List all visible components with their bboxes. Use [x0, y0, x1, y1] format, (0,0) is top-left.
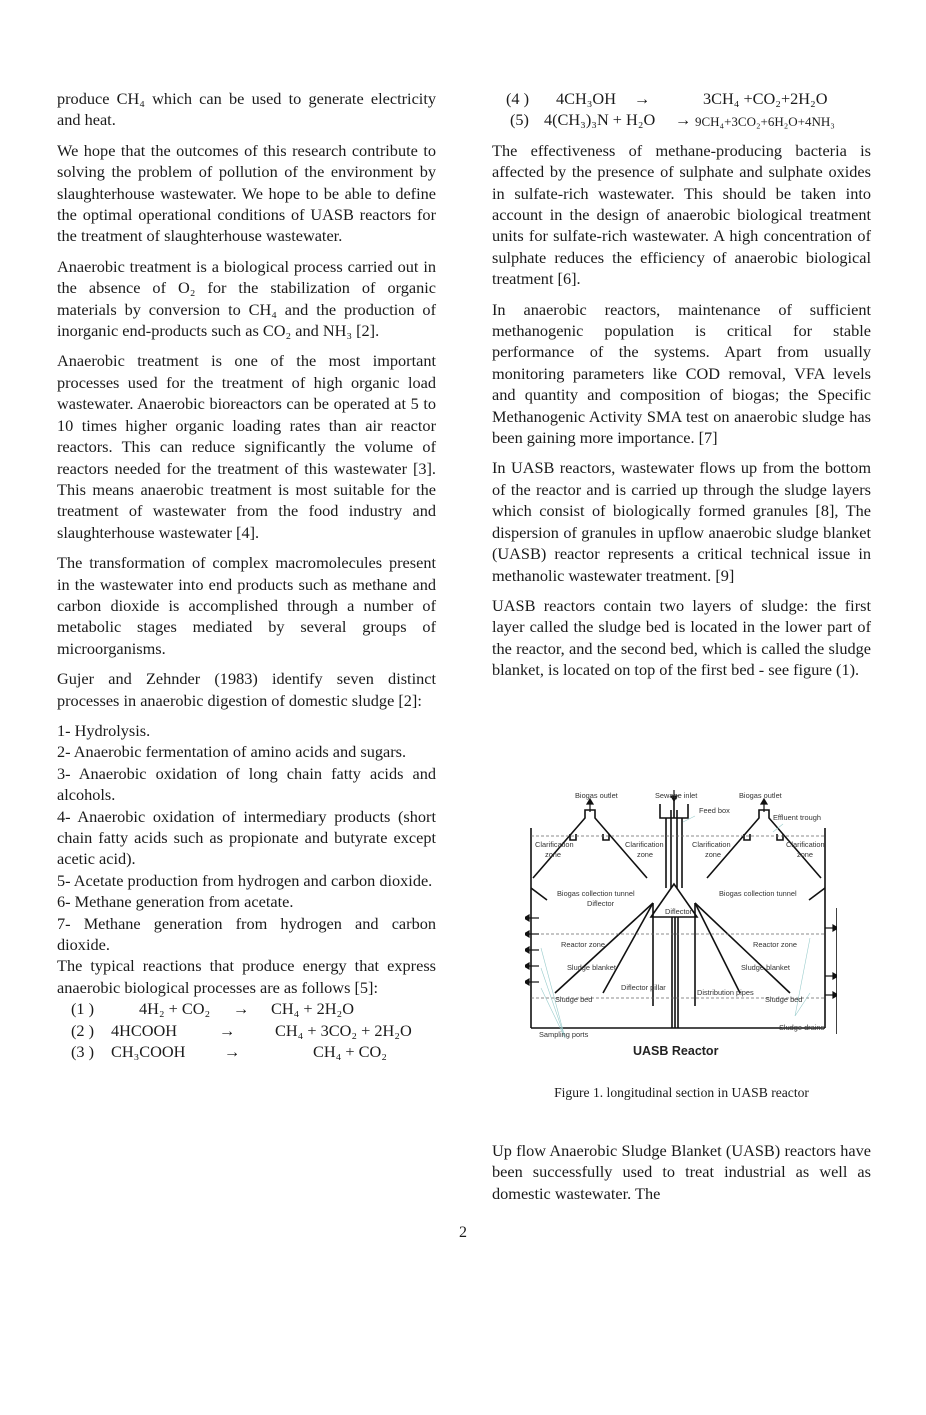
list-item: 4- Anaerobic oxidation of intermediary products (short chain fatty acids such as propionate and butyrate except acetic acid). — [57, 806, 436, 869]
equation-arrow: → — [233, 999, 250, 1019]
paragraph: The effectiveness of methane-producing bacteria is affected by the presence of sulphate and sulphate oxides in sulfate-rich wastewater. This should be taken into account in the design of anaerobic biological treatment units for sulfate-rich wastewater. A high concentration of sulphate reduces the efficiency of anaerobic biological treatment [6]. — [492, 140, 871, 289]
left-column — [57, 88, 436, 1062]
label-sewage-inlet: Sewage inlet — [655, 791, 698, 800]
label-distribution-pipes: Distribution pipes — [697, 988, 754, 997]
list-item: 1- Hydrolysis. — [57, 720, 151, 740]
equation-block — [57, 998, 436, 1062]
list-item: 5- Acetate production from hydrogen and carbon dioxide. — [57, 870, 433, 890]
figure-caption: Figure 1. longitudinal section in UASB reactor — [554, 1085, 809, 1100]
paragraph: produce CH₄ which can be used to generate electricity and heat. — [57, 89, 436, 130]
label-biogas-outlet-left: Biogas outlet — [575, 791, 618, 800]
paragraph: Anaerobic treatment is one of the most important processes used for the treatment of high organic load wastewater. Anaerobic bioreactors can be operated at 5 to 10 times higher organic loading rates than air reactor reactors. This can reduce significantly the volume of reactors needed for the treatment of this wastewater [3]. This means anaerobic treatment is most suitable for the treatment of wastewater from the food industry and slaughterhouse wastewater [4]. — [57, 351, 436, 542]
label-sludge-bed: Sludge bed — [555, 995, 593, 1004]
label-zone: zone — [797, 850, 814, 859]
equation-arrow: → — [634, 89, 651, 108]
equation-number: (1 ) — [71, 999, 95, 1019]
label-diflector: Diflector — [587, 899, 615, 908]
page-number: 2 — [459, 1224, 467, 1241]
label-clarification: Clarification — [535, 840, 574, 849]
paragraph: UASB reactors contain two layers of sludge: the first layer called the sludge bed is located in the lower part of the reactor, and the second bed, which is called the sludge blanket, is located on top of the first bed - see figure (1). — [492, 595, 871, 680]
equation-2 — [57, 1020, 436, 1041]
equation-lhs: 4HCOOH — [111, 1020, 178, 1040]
label-sludge-drains: Sludge drains — [779, 1023, 825, 1032]
equation-5 — [492, 109, 871, 130]
label-clarification: Clarification — [625, 840, 664, 849]
right-column-continued — [492, 1140, 871, 1213]
label-reactor-zone: Reactor zone — [561, 940, 605, 949]
equation-arrow: → — [675, 110, 692, 130]
equation-1 — [57, 998, 436, 1019]
label-zone: zone — [705, 850, 722, 859]
equation-arrow: → — [224, 1042, 241, 1062]
equation-3 — [57, 1041, 436, 1062]
equation-rhs: 9CH₄+3CO₂+6H₂O+4NH₃ — [695, 114, 835, 130]
paragraph: Anaerobic treatment is a biological process carried out in the absence of O₂ for the stabilization of organic materials by conversion to CH₄ and the production of inorganic end-products such as CO₂ and NH₃ [2]. — [57, 256, 436, 341]
equation-number: (5) — [510, 110, 529, 130]
figure-title: UASB Reactor — [633, 1044, 719, 1058]
label-biogas-outlet-right: Biogas outlet — [739, 791, 782, 800]
equation-lhs: 4CH₃OH — [556, 89, 616, 108]
list-item: 6- Methane generation from acetate. — [57, 892, 294, 912]
label-biogas-tunnel: Biogas collection tunnel — [719, 889, 797, 898]
list-item: 3- Anaerobic oxidation of long chain fatty acids and alcohols. — [57, 763, 436, 805]
label-clarification: Clarification — [786, 840, 825, 849]
uasb-reactor-figure — [525, 788, 837, 1060]
paragraph: The typical reactions that produce energy that express anaerobic biological processes are as follows [5]: — [57, 956, 436, 997]
equation-number: (3 ) — [71, 1042, 95, 1062]
equation-arrow: → — [219, 1020, 236, 1040]
label-sampling-ports: Sampling ports — [539, 1030, 589, 1039]
equation-rhs: CH₄ + 3CO₂ + 2H₂O — [275, 1020, 412, 1040]
list-item: 7- Methane generation from hydrogen and carbon dioxide. — [57, 913, 436, 955]
label-zone: zone — [545, 850, 562, 859]
equation-rhs: CH₄ + CO₂ — [313, 1042, 387, 1062]
paragraph: Gujer and Zehnder (1983) identify seven distinct processes in anaerobic digestion of domestic sludge [2]: — [57, 669, 436, 710]
label-sludge-blanket: Sludge blanket — [741, 963, 790, 972]
paragraph: In UASB reactors, wastewater flows up from the bottom of the reactor and is carried up through the sludge layers which consist of biologically formed granules [8], The dispersion of granules in upflow anaerobic sludge blanket (UASB) reactor represents a critical technical issue in methanolic wastewater treatment. [9] — [492, 458, 871, 585]
paragraph: In anaerobic reactors, maintenance of sufficient methanogenic population is critical for stable performance of the systems. Apart from usually monitoring parameters like COD removal, VFA levels and quantity and composition of biogas; the Specific Methanogenic Activity SMA test on anaerobic sludge has been gaining more importance. [7] — [492, 299, 871, 448]
uasb-diagram — [525, 788, 837, 1060]
paragraph: The transformation of complex macromolecules present in the wastewater into end products such as methane and carbon dioxide is accomplished through a number of metabolic stages mediated by several groups of microorganisms. — [57, 553, 436, 658]
label-reactor-zone: Reactor zone — [753, 940, 797, 949]
label-sludge-blanket: Sludge blanket — [567, 963, 616, 972]
equation-lhs: 4(CH₃)₃N + H₂O — [544, 110, 656, 130]
equation-lhs: 4H₂ + CO₂ — [139, 999, 211, 1019]
label-diflector-pillar: Diflector pillar — [621, 983, 666, 992]
equation-lhs: CH₃COOH — [111, 1042, 186, 1062]
label-clarification: Clarification — [692, 840, 731, 849]
paragraph: We hope that the outcomes of this research contribute to solving the problem of pollution of the environment by slaughterhouse wastewater. We hope to be able to define the optimal operational conditions of UASB reactors for the treatment of slaughterhouse wastewater. — [57, 140, 436, 246]
label-biogas-tunnel: Biogas collection tunnel — [557, 889, 635, 898]
equation-4 — [492, 88, 871, 109]
process-list — [57, 720, 436, 955]
label-feed-box: Feed box — [699, 806, 730, 815]
equation-rhs: CH₄ + 2H₂O — [271, 999, 354, 1019]
equation-number: (2 ) — [71, 1020, 95, 1040]
label-sludge-bed: Sludge bed — [765, 995, 803, 1004]
label-diflector-center: Diflector — [665, 907, 693, 916]
right-column — [492, 88, 871, 690]
equation-rhs: 3CH₄ +CO₂+2H₂O — [703, 89, 828, 108]
label-zone: zone — [637, 850, 654, 859]
list-item: 2- Anaerobic fermentation of amino acids and sugars. — [57, 742, 407, 762]
label-effluent-trough: Effluent trough — [773, 813, 821, 822]
paragraph: Up flow Anaerobic Sludge Blanket (UASB) reactors have been successfully used to treat industrial as well as domestic wastewater. The — [492, 1141, 871, 1203]
equation-block — [492, 88, 871, 131]
equation-number: (4 ) — [506, 89, 530, 108]
